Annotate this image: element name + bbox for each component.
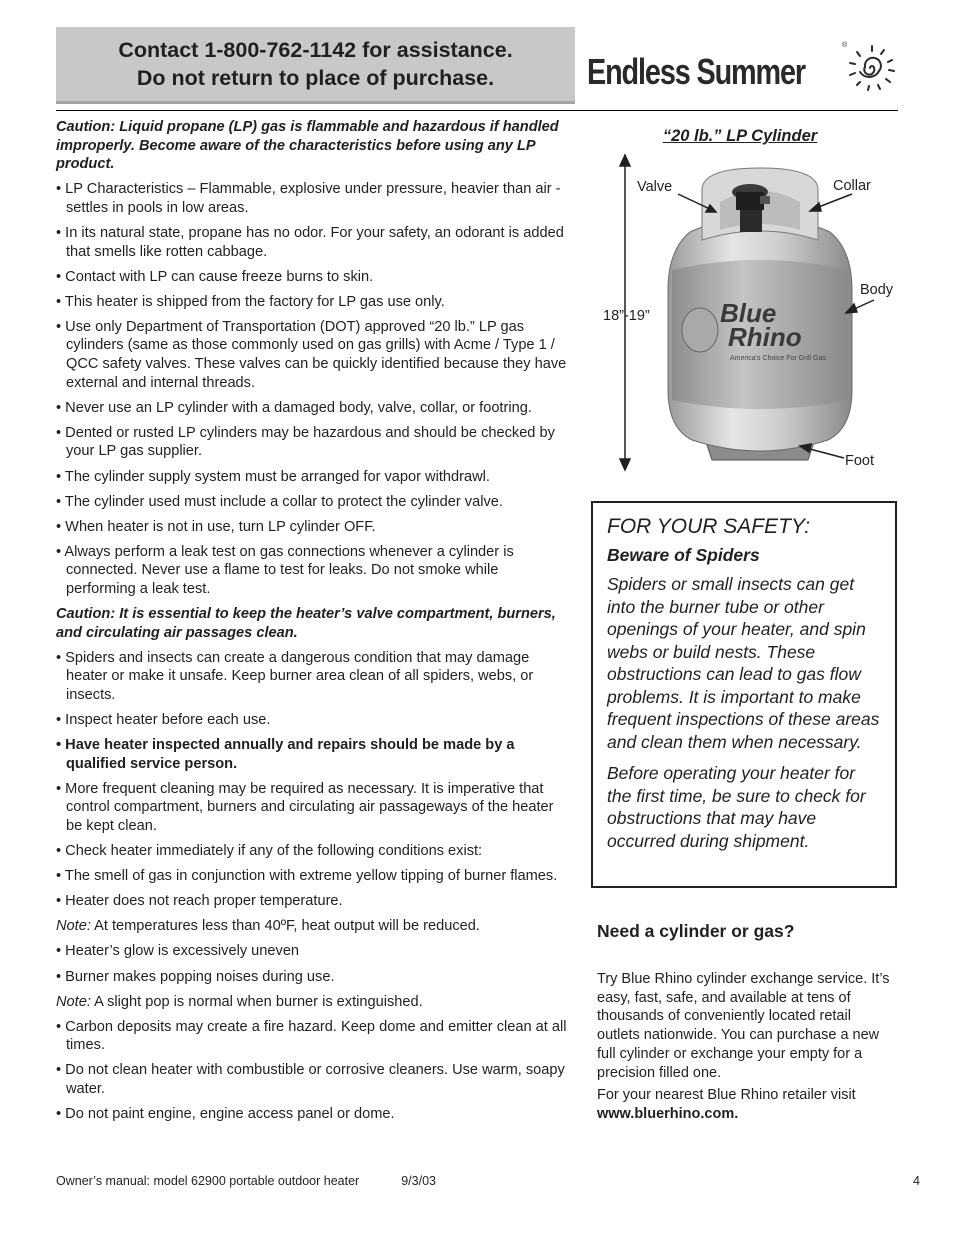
label-body: Body (860, 282, 894, 298)
cleaning-bullet-list (56, 1018, 572, 1124)
list-item: • Do not paint engine, engine access panel or dome. (56, 1106, 395, 1123)
label-height: 18”-19” (603, 308, 650, 324)
list-item: • Inspect heater before each use. (56, 712, 271, 729)
footer (56, 1174, 478, 1188)
note-label: Note: (56, 993, 91, 1010)
lp-cylinder-illustration (590, 150, 900, 475)
list-item: • Have heater inspected annually and repairs should be made by a qualified service person. (56, 737, 515, 772)
list-item: • Never use an LP cylinder with a damaged body, valve, collar, or footring. (56, 399, 532, 416)
header-divider (56, 110, 898, 111)
list-item: • Dented or rusted LP cylinders may be hazardous and should be checked by your LP gas supplier. (56, 424, 555, 460)
symptom-bullet-list (56, 942, 572, 986)
maintenance-bullet-list (56, 649, 572, 730)
rhino-mascot-icon (682, 308, 718, 352)
need-cylinder-heading: Need a cylinder or gas? (597, 921, 795, 941)
caution-lp-gas: Caution: Liquid propane (LP) gas is flammable and hazardous if handled improperly. Become aware of the characteristics before using any LP product. (56, 119, 559, 173)
list-item: • Use only Department of Transportation (DOT) approved “20 lb.” LP gas cylinders (same as those commonly used on gas grills) with Acme / Type 1 / QCC safety valves. These valves can be quickly identified because they have external and internal threads. (56, 318, 567, 391)
list-item: • When heater is not in use, turn LP cylinder OFF. (56, 518, 376, 535)
caution-keep-clean: Caution: It is essential to keep the heater’s valve compartment, burners, and circulating air passages clean. (56, 606, 556, 641)
cylinder-brand-bottom: Rhino (728, 322, 802, 352)
footer-manual: Owner’s manual: model 62900 portable outdoor heater (56, 1174, 360, 1188)
note-label: Note: (56, 918, 91, 935)
note-text: A slight pop is normal when burner is extinguished. (90, 993, 423, 1010)
retailer-url[interactable]: www.bluerhino.com. (597, 1105, 739, 1122)
safety-heading: FOR YOUR SAFETY: (607, 515, 811, 538)
list-item: • Burner makes popping noises during use. (56, 968, 335, 985)
list-item: • The smell of gas in conjunction with extreme yellow tipping of burner flames. (56, 868, 558, 885)
cylinder-brand-top: Blue (720, 298, 777, 328)
safety-box (591, 501, 897, 888)
temperature-note (56, 917, 572, 936)
retailer-text: For your nearest Blue Rhino retailer visit (597, 1087, 856, 1104)
left-column (56, 118, 572, 1130)
page-number: 4 (913, 1174, 920, 1188)
list-item: • Check heater immediately if any of the following conditions exist: (56, 843, 483, 860)
list-item: • Do not clean heater with combustible or corrosive cleaners. Use warm, soapy water. (56, 1062, 565, 1098)
list-item: • Spiders and insects can create a dangerous condition that may damage heater or make it unsafe. Keep burner area clean of all spiders, webs, or insects. (56, 649, 534, 703)
exchange-paragraph: Try Blue Rhino cylinder exchange service. It’s easy, fast, safe, and available at tens of thousands of conveniently located retail outlets nationwide. You can purchase a new full cylinder or exchange your empty for a precision filled one. (597, 971, 890, 1081)
exchange-info (597, 970, 897, 1124)
sun-swirl-icon (844, 42, 900, 94)
label-collar: Collar (833, 178, 871, 194)
label-valve: Valve (637, 179, 673, 195)
list-item: • LP Characteristics – Flammable, explosive under pressure, heavier than air - settles in pools in low areas. (56, 181, 561, 216)
safety-paragraph-1: Spiders or small insects can get into the burner tube or other openings of your heater, and spin webs or build nests. These obstructions can lead to gas flow problems. It is important to make frequent inspections of these areas and clean them when necessary. (607, 574, 880, 752)
cylinder-title: “20 lb.” LP Cylinder (662, 127, 818, 145)
contact-banner (56, 27, 575, 104)
list-item: • The cylinder supply system must be arranged for vapor withdrawl. (56, 468, 490, 485)
list-item: • Contact with LP can cause freeze burns to skin. (56, 268, 374, 285)
list-item: • More frequent cleaning may be required as necessary. It is imperative that control compartment, burners and circulating air passageways of the heater be kept clean. (56, 780, 554, 834)
list-item: • In its natural state, propane has no odor. For your safety, an odorant is added that smells like rotten cabbage. (56, 224, 564, 260)
list-item: • This heater is shipped from the factory for LP gas use only. (56, 293, 445, 310)
list-item: • Carbon deposits may create a fire hazard. Keep dome and emitter clean at all times. (56, 1018, 567, 1054)
contact-line-2: Do not return to place of purchase. (136, 66, 495, 90)
contact-line-1: Contact 1-800-762-1142 for assistance. (118, 38, 513, 62)
label-foot: Foot (845, 453, 875, 469)
note-text: At temperatures less than 40ºF, heat output will be reduced. (90, 918, 480, 935)
pop-note (56, 993, 572, 1012)
footer-date: 9/3/03 (401, 1174, 436, 1188)
list-item: • Always perform a leak test on gas connections whenever a cylinder is connected. Never use a flame to test for leaks. Do not smoke while performing a leak test. (56, 543, 514, 597)
inspection-bullet-list (56, 780, 572, 911)
list-item: • Heater does not reach proper temperature. (56, 893, 343, 910)
brand-logo (587, 44, 837, 100)
logo-text: Endless Summer (587, 51, 806, 92)
list-item: • Heater’s glow is excessively uneven (56, 943, 300, 960)
registered-mark: ® (842, 42, 848, 49)
safety-paragraph-2: Before operating your heater for the first time, be sure to check for obstructions that may have occurred during shipment. (607, 763, 866, 851)
cylinder-tagline: America's Choice For Grill Gas (730, 355, 826, 362)
safety-subheading: Beware of Spiders (607, 545, 760, 565)
lp-bullet-list (56, 180, 572, 598)
list-item: • The cylinder used must include a collar to protect the cylinder valve. (56, 493, 503, 510)
